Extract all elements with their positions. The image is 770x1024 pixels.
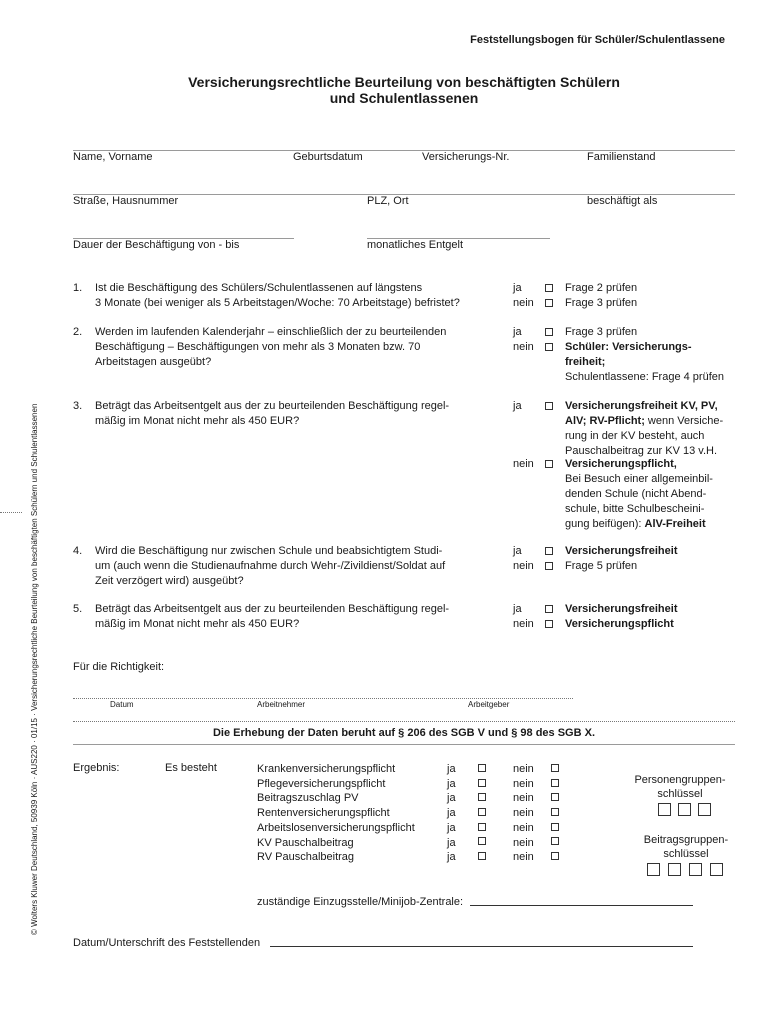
insurance-number-label: Versicherungs-Nr.	[422, 151, 510, 163]
question-4-text: Wird die Beschäftigung nur zwischen Schule und beabsichtigtem Studi- um (auch wenn die Studienaufnahme durch Wehr-/Zivildienst/Soldat auf Zeit verzögert wird) ausgeübt?	[95, 545, 446, 587]
person-group-key-box[interactable]	[698, 803, 711, 816]
list-item: Krankenversicherungspflicht	[257, 763, 396, 775]
duration-label: Dauer der Beschäftigung von - bis	[73, 239, 240, 251]
q3-nein-label: nein	[513, 458, 534, 470]
result-ja-column: ja ja ja ja ja ja ja	[447, 763, 456, 864]
copyright-side-text: © Wolters Kluwer Deutschland, 50939 Köln · AUS220 · 01/15 · Versicherungsrechtliche Beurteilung von beschäftigten Schülern und Schulentlassenen	[30, 403, 39, 935]
q2-nein-label: nein	[513, 341, 534, 353]
q2-nein-result: Schüler: Versicherungs- freiheit; Schulentlassene: Frage 4 prüfen	[565, 341, 724, 383]
q5-ja-result: Versicherungsfreiheit	[565, 603, 678, 615]
result-nein-checkbox[interactable]	[551, 852, 559, 860]
q3-ja-result: Versicherungsfreiheit KV, PV, AlV; RV-Pflicht; wenn Versiche- rung in der KV besteht, auch Pauschalbeitrag zur KV 13 v.H.	[565, 400, 724, 457]
q1-ja-result: Frage 2 prüfen	[565, 282, 638, 294]
date-caption: Datum	[110, 700, 134, 709]
result-nein-checkbox[interactable]	[551, 837, 559, 845]
list-item: Arbeitslosenversicherungspflicht	[257, 821, 415, 834]
question-3-number: 3.	[73, 400, 83, 412]
q5-ja-checkbox[interactable]	[545, 605, 553, 613]
list-item: Pflegeversicherungspflicht	[257, 777, 386, 790]
name-label: Name, Vorname	[73, 151, 153, 163]
employed-as-label: beschäftigt als	[587, 195, 658, 207]
q3-nein-checkbox[interactable]	[545, 460, 553, 468]
legal-note-divider	[73, 744, 735, 745]
result-ja-checkbox[interactable]	[478, 837, 486, 845]
q4-ja-checkbox[interactable]	[545, 547, 553, 555]
q2-ja-label: ja	[513, 326, 522, 338]
list-item: Beitragszuschlag PV	[257, 792, 359, 805]
signature-line[interactable]	[270, 946, 693, 947]
zip-city-label: PLZ, Ort	[367, 195, 409, 207]
q1-ja-label: ja	[513, 282, 522, 294]
question-5-number: 5.	[73, 603, 83, 615]
q3-ja-label: ja	[513, 400, 522, 412]
result-nein-checkbox[interactable]	[551, 793, 559, 801]
contribution-group-key-box[interactable]	[710, 863, 723, 876]
contribution-group-key-box[interactable]	[647, 863, 660, 876]
insurance-type-list	[257, 762, 415, 865]
question-2-text: Werden im laufenden Kalenderjahr – einschließlich der zu beurteilenden Beschäftigung – Beschäftigungen von mehr als 3 Monaten bzw. 70 Arbeitstagen ausgeübt?	[95, 326, 447, 368]
person-group-key-label: Personengruppen- schlüssel	[634, 774, 726, 800]
birthdate-label: Geburtsdatum	[293, 151, 363, 163]
q2-ja-checkbox[interactable]	[545, 328, 553, 336]
signature-line[interactable]	[73, 698, 573, 699]
q1-nein-label: nein	[513, 297, 534, 309]
q3-ja-checkbox[interactable]	[545, 402, 553, 410]
result-label: Ergebnis:	[73, 762, 120, 774]
result-ja-checkbox[interactable]	[478, 852, 486, 860]
contribution-group-key-box[interactable]	[668, 863, 681, 876]
q4-nein-checkbox[interactable]	[545, 562, 553, 570]
result-ja-checkbox[interactable]	[478, 808, 486, 816]
q5-ja-label: ja	[513, 603, 522, 615]
employer-caption: Arbeitgeber	[468, 700, 510, 709]
monthly-pay-label: monatliches Entgelt	[367, 239, 463, 251]
list-item: RV Pauschalbeitrag	[257, 851, 355, 864]
q3-nein-result: Versicherungspflicht, Bei Besuch einer allgemeinbil- denden Schule (nicht Abend- schule, bitte Schulbescheini- gung beifügen): AlV-Freiheit	[565, 458, 713, 530]
marital-status-label: Familienstand	[587, 151, 656, 163]
q2-ja-result: Frage 3 prüfen	[565, 326, 638, 338]
result-ja-checkbox[interactable]	[478, 793, 486, 801]
collection-office-label: zuständige Einzugsstelle/Minijob-Zentrale:	[257, 896, 464, 908]
q5-nein-label: nein	[513, 618, 534, 630]
q4-ja-result: Versicherungsfreiheit	[565, 545, 678, 557]
question-1-number: 1.	[73, 282, 83, 294]
exists-label: Es besteht	[165, 762, 217, 774]
q5-nein-checkbox[interactable]	[545, 620, 553, 628]
q1-nein-checkbox[interactable]	[545, 299, 553, 307]
contribution-group-key-label: Beitragsgruppen- schlüssel	[643, 834, 729, 860]
employee-caption: Arbeitnehmer	[257, 700, 306, 709]
result-nein-column: nein nein nein nein nein nein nein	[513, 763, 534, 864]
q4-nein-result: Frage 5 prüfen	[565, 560, 638, 572]
result-nein-checkbox[interactable]	[551, 764, 559, 772]
person-group-key-box[interactable]	[658, 803, 671, 816]
signature-label: Datum/Unterschrift des Feststellenden	[73, 937, 261, 949]
contribution-group-key-box[interactable]	[689, 863, 702, 876]
list-item: KV Pauschalbeitrag	[257, 836, 354, 849]
page-title: Versicherungsrechtliche Beurteilung von beschäftigten Schülern und Schulentlassenen	[188, 74, 620, 106]
form-label: Feststellungsbogen für Schüler/Schulentlassene	[470, 34, 725, 46]
result-ja-checkbox[interactable]	[478, 823, 486, 831]
question-1-text: Ist die Beschäftigung des Schülers/Schulentlassenen auf längstens 3 Monate (bei weniger als 5 Arbeitstagen/Woche: 70 Arbeitstage) befristet?	[95, 282, 460, 309]
q2-nein-checkbox[interactable]	[545, 343, 553, 351]
question-3-text: Beträgt das Arbeitsentgelt aus der zu beurteilenden Beschäftigung regel- mäßig im Monat nicht mehr als 450 EUR?	[95, 400, 450, 427]
person-group-key-box[interactable]	[678, 803, 691, 816]
cut-line	[73, 721, 735, 722]
question-5-text: Beträgt das Arbeitsentgelt aus der zu beurteilenden Beschäftigung regel- mäßig im Monat nicht mehr als 450 EUR?	[95, 603, 450, 630]
street-label: Straße, Hausnummer	[73, 195, 179, 207]
q5-nein-result: Versicherungspflicht	[565, 618, 674, 630]
result-nein-checkbox[interactable]	[551, 779, 559, 787]
q4-ja-label: ja	[513, 545, 522, 557]
result-nein-checkbox[interactable]	[551, 823, 559, 831]
list-item: Rentenversicherungspflicht	[257, 807, 390, 820]
collection-office-line[interactable]	[470, 905, 693, 906]
q4-nein-label: nein	[513, 560, 534, 572]
q1-ja-checkbox[interactable]	[545, 284, 553, 292]
result-ja-checkbox[interactable]	[478, 764, 486, 772]
question-4-number: 4.	[73, 545, 83, 557]
q1-nein-result: Frage 3 prüfen	[565, 297, 638, 309]
result-nein-checkbox[interactable]	[551, 808, 559, 816]
question-2-number: 2.	[73, 326, 83, 338]
legal-note: Die Erhebung der Daten beruht auf § 206 des SGB V und § 98 des SGB X.	[212, 727, 596, 739]
fold-mark	[0, 512, 22, 513]
certification-label: Für die Richtigkeit:	[73, 661, 165, 673]
result-ja-checkbox[interactable]	[478, 779, 486, 787]
